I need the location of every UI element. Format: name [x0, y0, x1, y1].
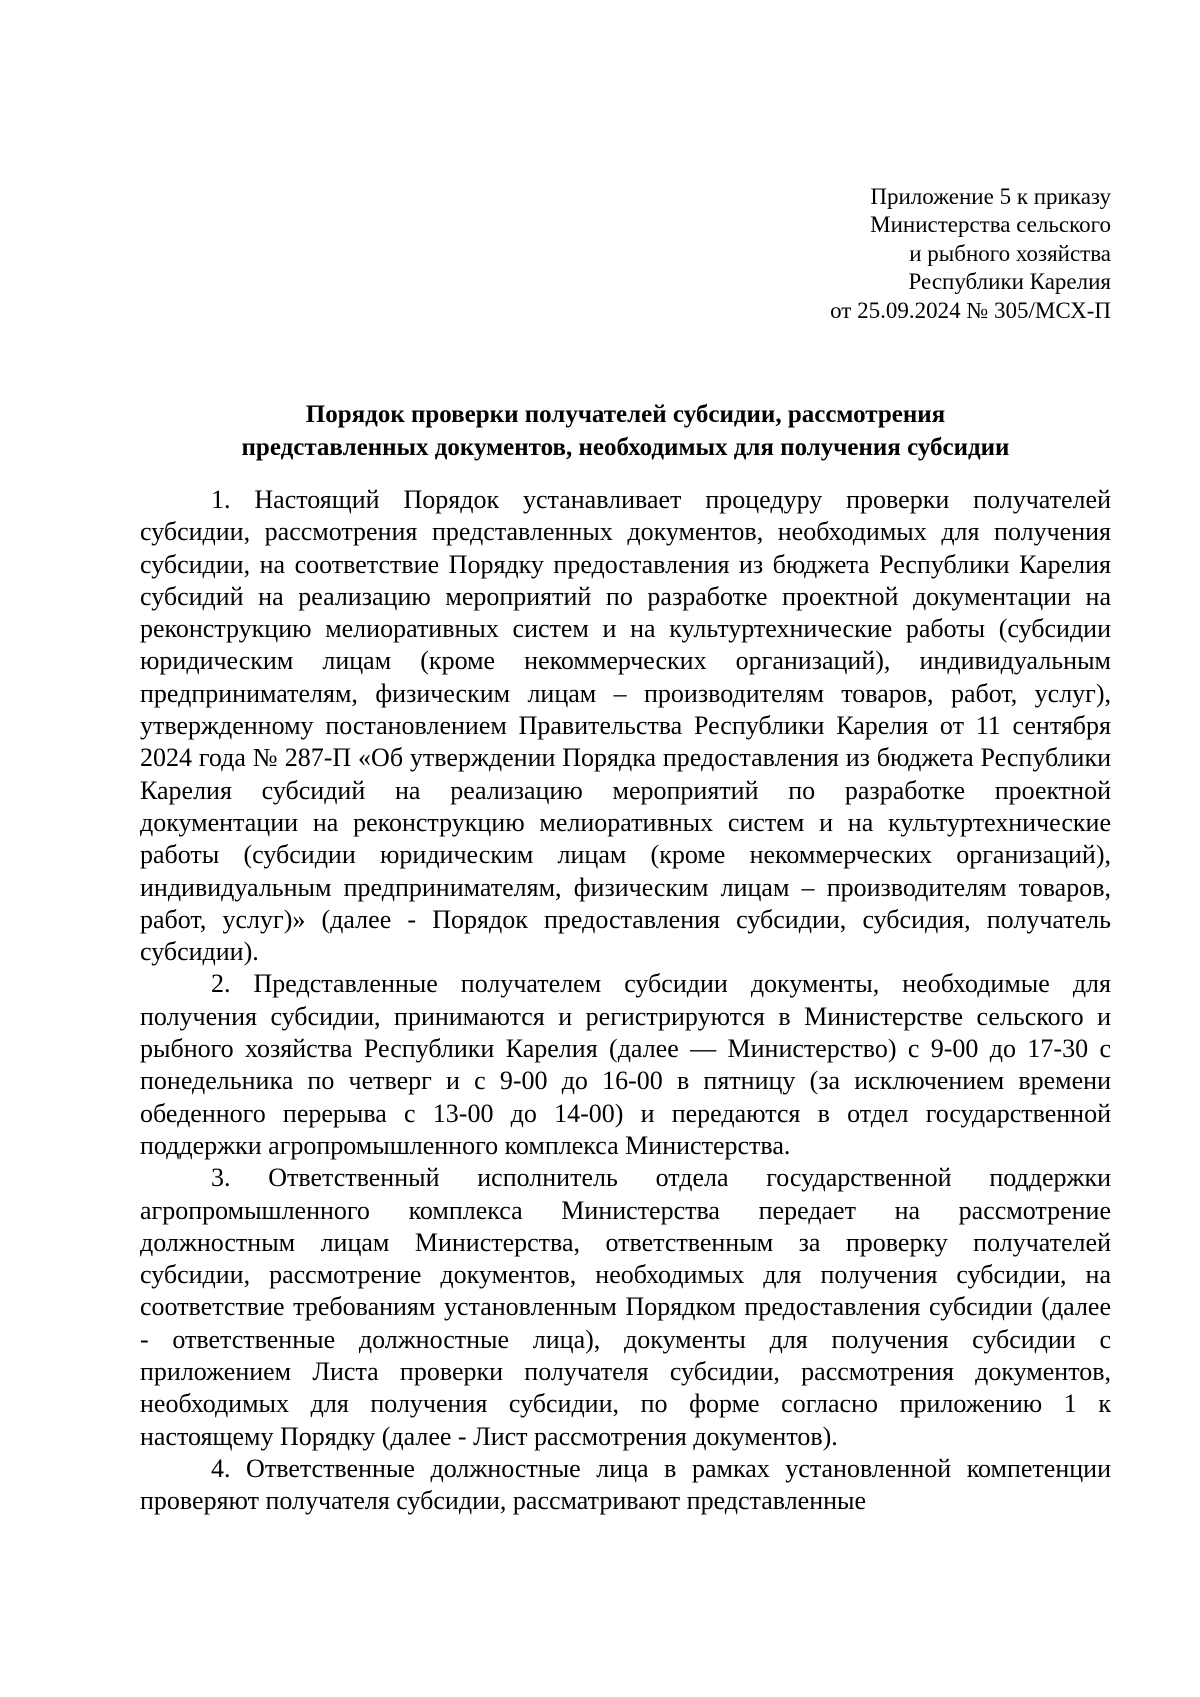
title-line: Порядок проверки получателей субсидии, рассмотрения — [305, 401, 946, 428]
appendix-line: Министерства сельского — [870, 212, 1111, 238]
appendix-header — [830, 183, 1111, 325]
paragraph-4: 4. Ответственные должностные лица в рамках установленной компетенции проверяют получателя субсидии, рассматривают представленные — [140, 1453, 1111, 1516]
appendix-line: от 25.09.2024 № 305/МСХ-П — [830, 297, 1111, 323]
appendix-line: Республики Карелия — [908, 269, 1111, 295]
document-body — [140, 484, 1111, 1518]
paragraph-1: 1. Настоящий Порядок устанавливает процедуру проверки получателей субсидии, рассмотрения представленных документов, необходимых для получения субсидии, на соответствие Порядку предоставления из бюджета Республики Карелия субсидий на реализацию мероприятий по разработке проектной документации на реконструкцию мелиоративных систем и на культуртехнические работы (субсидии юридическим лицам (кроме некоммерческих организаций), индивидуальным предпринимателям, физическим лицам – производителям товаров, работ, услуг), утвержденному постановлением Правительства Республики Карелия от 11 сентября 2024 года № 287-П «Об утверждении Порядка предоставления из бюджета Республики Карелия субсидий на реализацию мероприятий по разработке проектной документации на реконструкцию мелиоративных систем и на культуртехнические работы (субсидии юридическим лицам (кроме некоммерческих организаций), индивидуальным предпринимателям, физическим лицам – производителям товаров, работ, услуг)» (далее - Порядок предоставления субсидии, субсидия, получатель субсидии). — [140, 485, 1111, 967]
title-line: представленных документов, необходимых для получения субсидии — [241, 434, 1010, 461]
appendix-line: Приложение 5 к приказу — [870, 184, 1111, 209]
document-title — [140, 398, 1111, 464]
appendix-line: и рыбного хозяйства — [909, 240, 1111, 266]
paragraph-3: 3. Ответственный исполнитель отдела государственной поддержки агропромышленного комплекса Министерства передает на рассмотрение должностным лицам Министерства, ответственным за проверку получателей субсидии, рассмотрение документов, необходимых для получения субсидии, на соответствие требованиям установленным Порядком предоставления субсидии (далее - ответственные должностные лица), документы для получения субсидии с приложением Листа проверки получателя субсидии, рассмотрения документов, необходимых для получения субсидии, по форме согласно приложению 1 к настоящему Порядку (далее - Лист рассмотрения документов). — [140, 1163, 1111, 1451]
paragraph-2: 2. Представленные получателем субсидии документы, необходимые для получения субсидии, принимаются и регистрируются в Министерстве сельского и рыбного хозяйства Республики Карелия (далее — Министерство) с 9-00 до 17-30 с понедельника по четверг и с 9-00 до 16-00 в пятницу (за исключением времени обеденного перерыва с 13-00 до 14-00) и передаются в отдел государственной поддержки агропромышленного комплекса Министерства. — [140, 969, 1111, 1160]
